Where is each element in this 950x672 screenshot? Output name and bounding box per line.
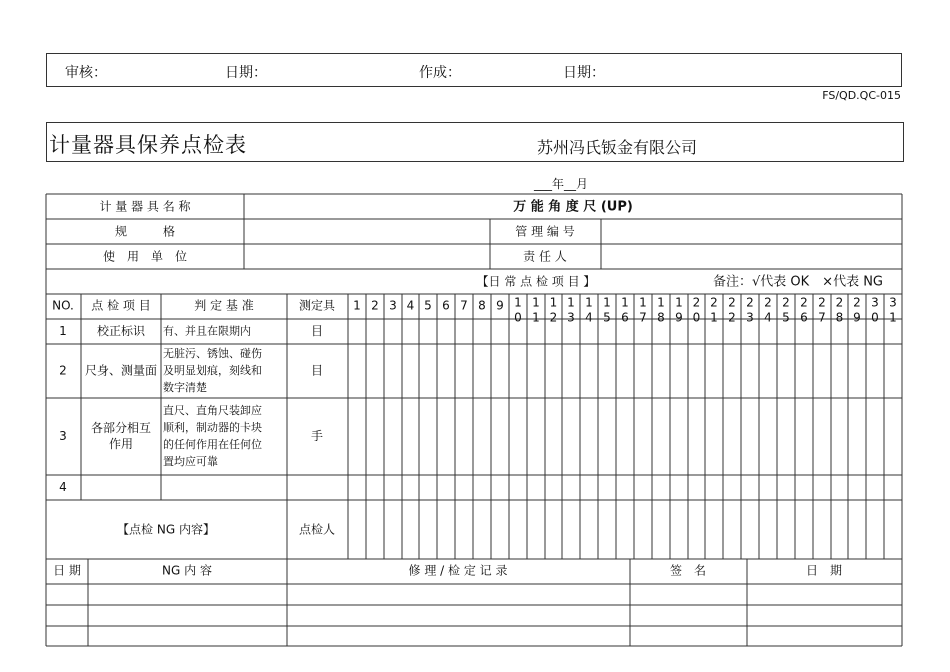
day-header-20-units: 0	[692, 310, 701, 325]
day-header-17-units: 7	[639, 310, 647, 325]
day-header-24-units: 4	[764, 310, 772, 325]
ng-content-label: 【点检 NG 内容】	[117, 522, 215, 537]
row-1-item: 校正标识	[96, 324, 146, 338]
day-header-6: 6	[442, 298, 450, 313]
day-header-5: 5	[424, 298, 432, 313]
year-month-line: ___年__月	[534, 177, 589, 191]
day-header-11-units: 1	[532, 310, 540, 325]
dept-label: 使 用 单 位	[102, 249, 188, 264]
row-2-criteria: 数字清楚	[163, 381, 207, 394]
day-header-30-units: 0	[871, 310, 879, 325]
day-header-12-tens: 1	[549, 295, 558, 310]
mgmt-number-label: 管 理 编 号	[515, 224, 575, 239]
col-criteria-header: 判 定 基 准	[194, 298, 254, 313]
day-header-29-tens: 2	[853, 295, 861, 310]
day-header-10-units: 0	[514, 310, 522, 325]
day-header-15-tens: 1	[603, 295, 611, 310]
row-3-tool: 手	[310, 429, 324, 443]
row-3-criteria: 直尺、直角尺装卸应	[163, 404, 262, 417]
day-header-10-tens: 1	[514, 295, 522, 310]
row-2-tool: 目	[310, 363, 324, 378]
day-header-3: 3	[389, 298, 397, 313]
day-header-15-units: 5	[603, 310, 611, 325]
day-header-4: 4	[406, 298, 415, 313]
day-header-23-units: 3	[746, 310, 754, 325]
spec-label: 规 格	[114, 224, 176, 239]
record-date2-header: 日 期	[805, 563, 843, 578]
prepared-date-label: 日期：	[563, 65, 605, 81]
row-1-number: 1	[59, 324, 67, 338]
col-tool-header: 测定具	[298, 298, 336, 313]
day-header-23-tens: 2	[746, 295, 754, 310]
day-header-20-tens: 2	[692, 295, 701, 310]
day-header-28-tens: 2	[835, 295, 844, 310]
day-header-19-units: 9	[675, 310, 683, 325]
record-date-header: 日 期	[53, 563, 81, 578]
row-2-number: 2	[59, 363, 67, 378]
day-header-22-tens: 2	[728, 295, 736, 310]
day-header-14-units: 4	[585, 310, 593, 325]
day-header-29-units: 9	[853, 310, 861, 325]
day-header-27-tens: 2	[818, 295, 826, 310]
row-3-item: 作用	[108, 437, 134, 451]
name-value: 万 能 角 度 尺 (UP)	[513, 199, 633, 215]
day-header-18-units: 8	[657, 310, 665, 325]
day-header-21-tens: 2	[710, 295, 718, 310]
row-3-criteria: 置均应可靠	[163, 455, 218, 468]
row-1-tool: 目	[310, 324, 324, 338]
company-name: 苏州冯氏钣金有限公司	[537, 138, 698, 157]
document-number: FS/QD.QC-015	[822, 89, 901, 102]
day-header-22-units: 2	[728, 310, 736, 325]
day-header-30-tens: 3	[871, 295, 879, 310]
day-header-14-tens: 1	[585, 295, 593, 310]
day-header-16-tens: 1	[621, 295, 629, 310]
form-text	[52, 199, 897, 578]
name-label: 计 量 器 具 名 称	[99, 199, 191, 214]
day-header-26-tens: 2	[800, 295, 808, 310]
row-2-criteria: 及明显划痕，刻线和	[163, 364, 262, 377]
day-header-25-units: 5	[782, 310, 790, 325]
row-3-item: 各部分相互	[90, 421, 152, 435]
daily-items-header: 【日 常 点 检 项 目 】	[476, 274, 596, 289]
day-header-19-tens: 1	[675, 295, 683, 310]
row-4-number: 4	[59, 480, 67, 494]
day-header-24-tens: 2	[764, 295, 772, 310]
record-ng-header: NG 内 容	[162, 563, 212, 578]
owner-label: 责 任 人	[523, 249, 567, 264]
row-2-criteria: 无脏污、锈蚀、碰伤	[163, 347, 262, 360]
day-header-26-units: 6	[800, 310, 808, 325]
day-header-27-units: 7	[818, 310, 826, 325]
prepared-label: 作成：	[419, 65, 461, 81]
col-no-header: NO.	[52, 298, 74, 313]
day-header-21-units: 1	[710, 310, 718, 325]
row-3-number: 3	[59, 429, 67, 443]
inspector-label: 点检人	[298, 522, 336, 537]
day-header-8: 8	[478, 298, 486, 313]
page-title: 计量器具保养点检表	[49, 133, 247, 157]
day-header-9: 9	[496, 298, 504, 313]
record-sign-header: 签 名	[669, 563, 707, 578]
row-3-criteria: 的任何作用在任何位	[163, 438, 262, 451]
day-header-2: 2	[371, 298, 379, 313]
review-date-label: 日期：	[225, 65, 267, 81]
review-label: 审核：	[65, 65, 107, 81]
day-header-16-units: 6	[621, 310, 629, 325]
day-header-13-tens: 1	[567, 295, 575, 310]
col-item-header: 点 检 项 目	[91, 298, 151, 313]
row-3-criteria: 顺利，制动器的卡块	[163, 421, 262, 434]
day-header-17-tens: 1	[639, 295, 647, 310]
day-header-25-tens: 2	[782, 295, 790, 310]
day-header-18-tens: 1	[657, 295, 665, 310]
day-header-11-tens: 1	[532, 295, 540, 310]
day-header-7: 7	[460, 298, 468, 313]
day-header-31-units: 1	[889, 310, 897, 325]
remark-note: 备注：√代表 OK ×代表 NG	[713, 274, 883, 290]
day-header-1: 1	[353, 298, 361, 313]
day-header-31-tens: 3	[889, 295, 897, 310]
row-1-criteria: 有、并且在限期内	[163, 324, 251, 338]
record-repair-header: 修 理 / 检 定 记 录	[408, 563, 508, 578]
row-2-item: 尺身、测量面	[84, 363, 158, 378]
day-header-13-units: 3	[567, 310, 575, 325]
day-header-28-units: 8	[835, 310, 844, 325]
day-header-12-units: 2	[549, 310, 558, 325]
